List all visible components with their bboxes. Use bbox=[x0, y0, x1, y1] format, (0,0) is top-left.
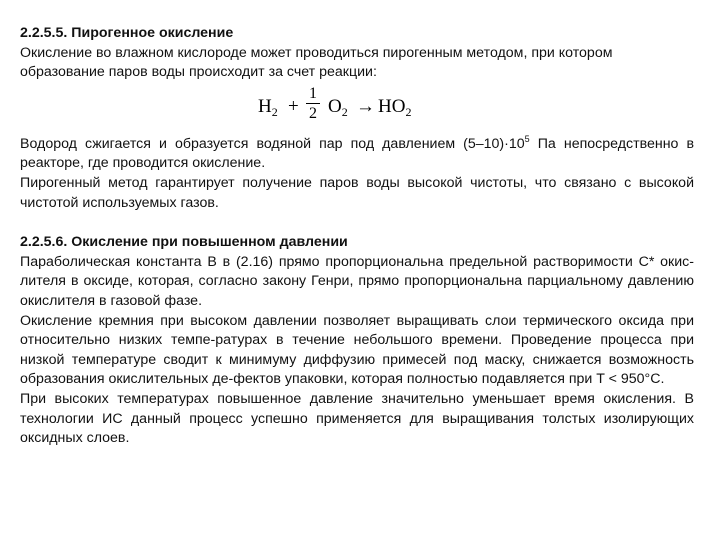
fraction-numerator: 1 bbox=[309, 84, 317, 102]
formula-arrow: → bbox=[356, 95, 375, 117]
section-spacer bbox=[20, 213, 694, 233]
fraction-denominator: 2 bbox=[309, 104, 317, 122]
paragraph-hydrogen-burn: Водород сжигается и образуется водяной пар под давлением $(5-10)\cdot 10^5$ Па непосредственно в реакторе, где проводится окисление. bbox=[20, 133, 694, 172]
formula-ho2: $HO_2$ bbox=[378, 95, 412, 119]
reaction-formula bbox=[258, 85, 694, 135]
paragraph-intro: Окисление во влажном кислороде может проводиться пирогенным методом, при котором образование паров воды происходит за счет реакции: bbox=[20, 44, 613, 81]
formula-h2: $H_2$ bbox=[258, 95, 278, 119]
document-page bbox=[20, 24, 694, 449]
fraction-bar bbox=[306, 103, 320, 104]
paragraph-silicon-oxidation: Окисление кремния при высоком давлении позволяет выращивать слои термического оксида при относительно низких темпе-ратурах в течение небольшого времени. Проведение процесса при низкой температуре сводит к минимуму диффузию примесей под маску, снижается возможность образования окислительных де-фектов упаковки, которая полностью подавляется при T < 950°C. bbox=[20, 312, 694, 388]
formula-o2: $O_2$ bbox=[328, 95, 348, 119]
section-heading-pyrogenic: 2.2.5.5. Пирогенное окисление bbox=[20, 25, 234, 41]
paragraph-high-temperature: При высоких температурах повышенное давление значительно уменьшает время окисления. В технологии ИС данный процесс успешно применяется для выращивания толстых изолирующих оксидных слоев. bbox=[20, 390, 694, 447]
section-heading-high-pressure: 2.2.5.6. Окисление при повышенном давлении bbox=[20, 234, 348, 251]
formula-plus: + bbox=[288, 95, 299, 117]
paragraph-parabolic-constant: Параболическая константа B в (2.16) прямо пропорциональна предельной растворимости C* окис-лителя в оксиде, которая, согласно закону Генри, прямо пропорциональна парциальному давлению окислителя в газовой фазе. bbox=[20, 253, 694, 309]
formula-fraction bbox=[306, 85, 320, 122]
paragraph-pyrogenic-purity: Пирогенный метод гарантирует получение паров воды высокой чистоты, что связано с высокой чистотой используемых газов. bbox=[20, 174, 694, 211]
